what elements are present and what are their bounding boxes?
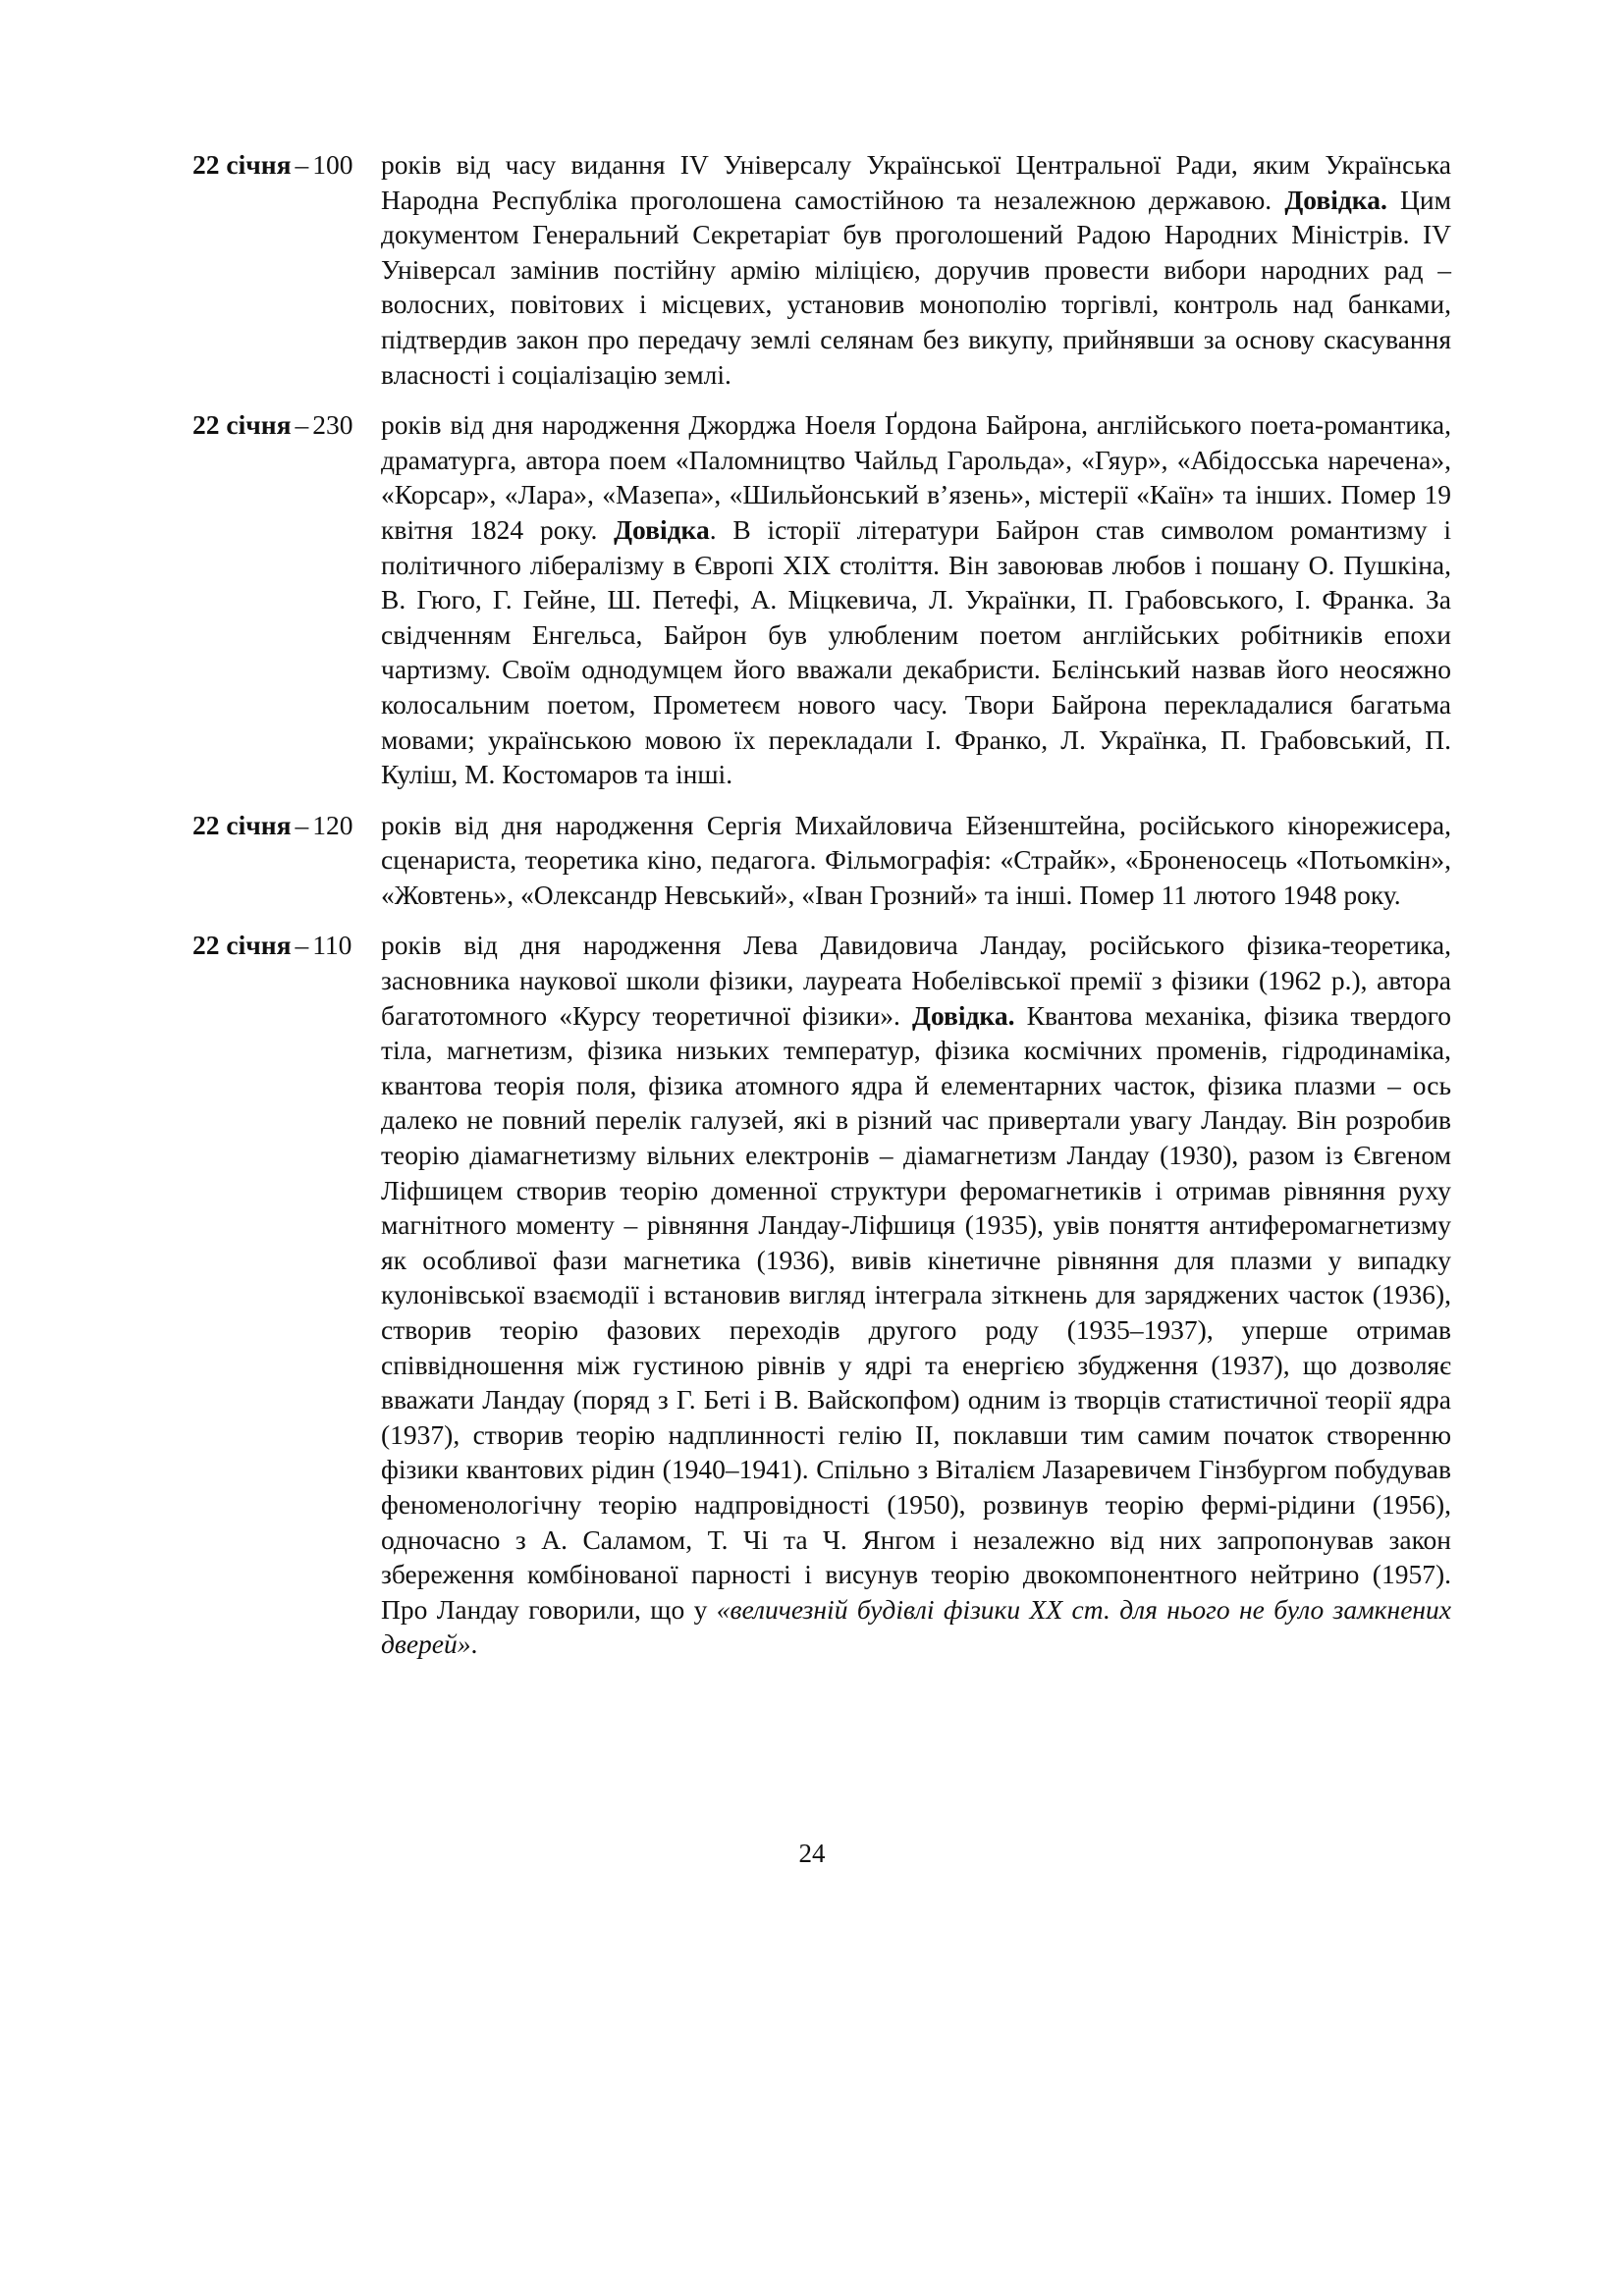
entry-text — [381, 407, 1451, 792]
entry-description: років від дня народження Джорджа Ноеля Ґордона Байрона, англійського поета-романтика, драматурга, автора поем «Паломництво Чайльд Гарольда», «Гяур», «Абідосська наречена», «Корсар», «Лара», «Мазепа», «Шильйонський в’язень», містерії «Каїн» та інших. Помер 19 квітня 1824 року. — [381, 409, 1451, 545]
entry-lead — [192, 808, 381, 843]
calendar-entry — [192, 147, 1451, 392]
page-number: 24 — [798, 1839, 826, 1868]
calendar-entry — [192, 407, 1451, 792]
reference-text: Цим документом Генеральний Секретаріат був проголошений Радою Народних Міністрів. IV Універсал замінив постійну армію міліцією, доручив провести вибори народних рад – волосних, повітових і місцевих, установив монополію торгівлі, контроль над банками, підтвердив закон про передачу землі селянам без викупу, прийнявши за основу скасування власності і соціалізацію землі. — [381, 184, 1452, 390]
calendar-entry — [192, 928, 1451, 1661]
entry-description: років від дня народження Сергія Михайловича Ейзенштейна, російського кінорежисера, сценариста, теоретика кіно, педагога. Фільмографія: «Страйк», «Броненосець «Потьомкін», «Жовтень», «Олександр Невський», «Іван Грозний» та інші. Помер 11 лютого 1948 року. — [381, 809, 1451, 910]
entry-years: 230 — [312, 409, 353, 441]
entry-dash: – — [295, 930, 309, 961]
quotation: «величезній будівлі фізики XX ст. для нього не було замкнених дверей» — [381, 1593, 1451, 1660]
entry-years: 120 — [312, 809, 353, 840]
reference-label: Довідка — [614, 513, 710, 545]
reference-text: Квантова механіка, фізика твердого тіла, магнетизм, фізика низьких температур, фізика космічних променів, гідродинаміка, квантова теорія поля, фізика атомного ядра й елементарних часток, фізика плазми – ось далеко не повний перелік галузей, які в різний час привертали увагу Ландау. Він розробив теорію діамагнетизму вільних електронів – діамагнетизм Ландау (1930), разом із Євгеном Ліфшицем створив теорію доменної структури феромагнетиків і отримав рівняння руху магнітного моменту – рівняння Ландау-Ліфшиця (1935), увів поняття антиферомагнетизму як особливої фази магнетика (1936), вивів кінетичне рівняння для плазми у випадку кулонівської взаємодії і встановив вигляд інтеграла зіткнень для заряджених часток (1936), створив теорію фазових переходів другого роду (1935–1937), уперше отримав співвідношення між густиною рівнів у ядрі та енергією збудження (1937), що дозволяє вважати Ландау (поряд з Г. Беті і В. Вайскопфом) одним із творців статистичної теорії ядра (1937), створив теорію надплинності гелію II, поклавши тим самим початок створенню фізики квантових рідин (1940–1941). Спільно з Віталієм Лазаревичем Гінзбургом побудував феноменологічну теорію надпровідності (1950), розвинув теорію фермі-рідини (1956), одночасно з А. Саламом, Т. Чі та Ч. Янгом і незалежно від них запропонував закон збереження комбінованої парності і висунув теорію двокомпонентного нейтрино (1957). Про Ландау говорили, що у — [381, 999, 1452, 1625]
entry-years: 110 — [312, 930, 352, 961]
entry-date: 22 січня — [192, 930, 292, 961]
entry-date: 22 січня — [192, 809, 292, 840]
entry-dash: – — [295, 409, 309, 441]
entry-dash: – — [295, 149, 309, 180]
reference-text: . В історії літератури Байрон став символом романтизму і політичного лібералізму в Європі XIX століття. Він завоював любов і пошану О. Пушкіна, В. Гюго, Г. Гейне, Ш. Петефі, А. Міцкевича, Л. Українки, П. Грабовського, І. Франка. За свідченням Енгельса, Байрон був улюбленим поетом англійських робітників епохи чартизму. Своїм однодумцем його вважали декабристи. Бєлінський назвав його неосяжно колосальним поетом, Прометеєм нового часу. Твори Байрона перекладалися багатьма мовами; українською мовою їх перекладали І. Франко, Л. Українка, П. Грабовський, П. Куліш, М. Костомаров та інші. — [381, 513, 1452, 790]
entry-text — [381, 147, 1451, 392]
entry-description: років від дня народження Лева Давидовича Ландау, російського фізика-теоретика, засновника наукової школи фізики, лауреата Нобелівської премії з фізики (1962 р.), автора багатотомного «Курсу теоретичної фізики». — [381, 930, 1451, 1031]
calendar-entry — [192, 808, 1451, 913]
entry-lead — [192, 407, 381, 443]
entry-dash: – — [295, 809, 309, 840]
entry-years: 100 — [312, 149, 353, 180]
entry-description: років від часу видання IV Універсалу Української Центральної Ради, яким Українська Народна Республіка проголошена самостійною та незалежною державою. — [381, 149, 1451, 215]
quotation-end: . — [470, 1629, 478, 1660]
entry-text — [381, 808, 1451, 913]
entry-lead — [192, 147, 381, 183]
reference-label: Довідка. — [912, 999, 1015, 1031]
entry-lead — [192, 928, 381, 963]
calendar-entries — [192, 147, 1451, 1678]
reference-label: Довідка. — [1284, 184, 1387, 215]
entry-text — [381, 928, 1451, 1661]
entry-date: 22 січня — [192, 149, 292, 180]
entry-date: 22 січня — [192, 409, 292, 441]
